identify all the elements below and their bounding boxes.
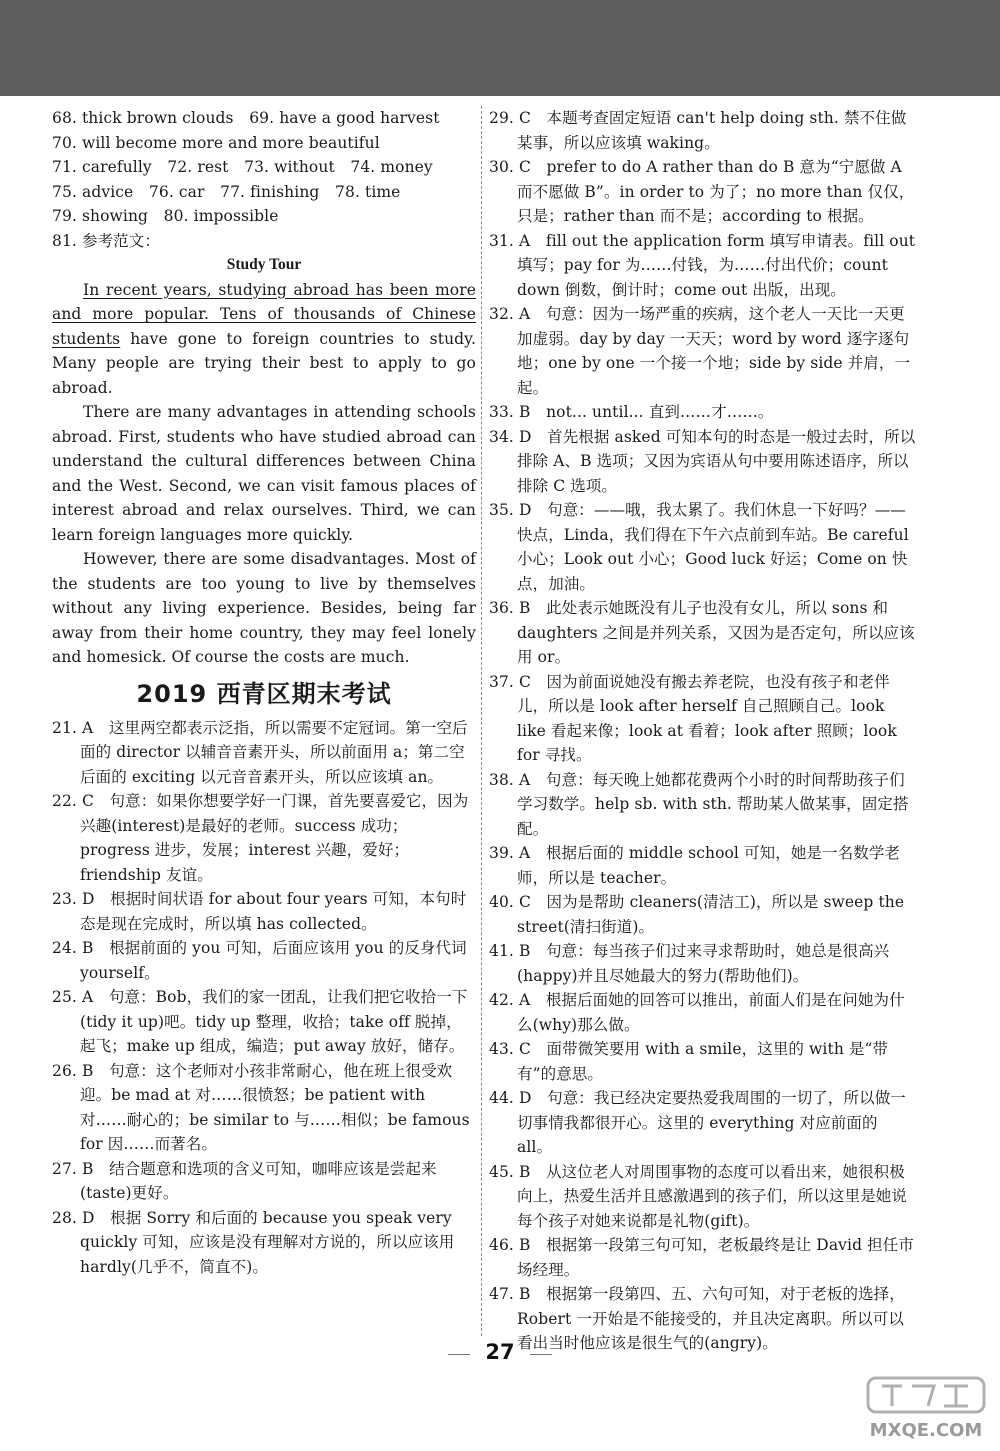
answer-25: 25. A 句意：Bob，我们的家一团乱，让我们把它收拾一下(tidy it up)吧。tidy up 整理，收拾；take off 脱掉，起飞；make up 组成，编造；put away 放好，储存。	[52, 988, 468, 1055]
answer-46: 46. B 根据第一段第三句可知，老板最终是让 David 担任市场经理。	[489, 1236, 914, 1279]
answer-31: 31. A fill out the application form 填写申请表。fill out 填写；pay for 为……付钱，为……付出代价；count down 倒数，倒计时；come out 出版，出现。	[489, 231, 916, 299]
answer-24: 24. B 根据前面的 you 可知，后面应该用 you 的反身代词 yourself。	[52, 939, 467, 982]
essay-paragraph-2: There are many advantages in attending schools abroad. First, students who have studied abroad can understand the cultural differences between China and the West. Second, we can visit famous places of interest abroad and relax ourselves. Third, we can learn foreign languages more quickly.	[52, 403, 476, 544]
watermark-logo	[860, 1372, 992, 1446]
section-title: 2019 西青区期末考试	[136, 679, 392, 708]
answer-30: 30. C prefer to do A rather than do B 意为“宁愿做 A 而不愿做 B”。in order to 为了；no more than 仅仅，只是；rather than 而不是；according to 根据。	[489, 158, 915, 225]
column-divider	[481, 106, 482, 1336]
answer-38: 38. A 句意：每天晚上她都花费两个小时的时间帮助孩子们学习数学。help sb. with sth. 帮助某人做某事，固定搭配。	[489, 770, 909, 838]
answer-41: 41. B 句意：每当孩子们过来寻求帮助时，她总是很高兴(happy)并且尽她最大的努力(帮助他们)。	[489, 942, 890, 985]
essay-paragraph-3: However, there are some disadvantages. Most of the students are too young to live by themselves without any living experience. Besides, being far away from their home country, they may feel lonely and homesick. Of course the costs are much.	[52, 550, 476, 666]
answer-line-75: 75. advice 76. car 77. finishing 78. time	[52, 182, 401, 201]
page-footer	[0, 1340, 1000, 1364]
answer-45: 45. B 从这位老人对周围事物的态度可以看出来，她很积极向上，热爱生活并且感激遇到的孩子们，所以这里是她说每个孩子对她来说都是礼物(gift)。	[489, 1162, 908, 1230]
page-number-rule-left	[448, 1354, 470, 1355]
left-column	[52, 106, 476, 1279]
essay-title: Study Tour	[226, 256, 302, 273]
answer-26: 26. B 句意：这个老师对小孩非常耐心，他在班上很受欢迎。be mad at 对……很愤怒；be patient with 对……耐心的；be similar to 与……相似；be famous for 因……而著名。	[52, 1061, 470, 1153]
answer-42: 42. A 根据后面她的回答可以推出，前面人们是在问她为什么(why)那么做。	[489, 991, 905, 1034]
answer-line-68: 68. thick brown clouds 69. have a good harvest	[52, 109, 440, 127]
watermark-text: MXQE.COM	[869, 1420, 983, 1441]
answer-40: 40. C 因为是帮助 cleaners(清洁工)，所以是 sweep the street(清扫街道)。	[489, 893, 905, 936]
answer-23: 23. D 根据时间状语 for about four years 可知，本句时态是现在完成时，所以填 has collected。	[52, 890, 467, 933]
answer-28: 28. D 根据 Sorry 和后面的 because you speak very quickly 可知，应该是没有理解对方说的，所以应该用 hardly(几乎不，简直不)。	[52, 1208, 455, 1276]
essay-p1-rest: have gone to foreign countries to study. Many people are trying their best to apply to go abroad.	[52, 329, 476, 397]
answer-21: 21. A 这里两空都表示泛指，所以需要不定冠词。第一空后面的 director 以辅音音素开头，所以前面用 a；第二空后面的 exciting 以元音音素开头，所以应该填 an。	[52, 718, 468, 786]
answer-43: 43. C 面带微笑要用 with a smile，这里的 with 是“带有”的意思。	[489, 1040, 889, 1083]
answer-line-81: 81. 参考范文：	[52, 231, 160, 250]
answer-36: 36. B 此处表示她既没有儿子也没有女儿，所以 sons 和 daughters 之间是并列关系，又因为是否定句，所以应该用 or。	[489, 599, 915, 666]
top-gray-band	[0, 0, 1000, 96]
answer-33: 33. B not... until... 直到……才……。	[489, 403, 774, 421]
page-number-rule-right	[530, 1354, 552, 1355]
essay-paragraph-1	[52, 278, 476, 401]
answer-line-79: 79. showing 80. impossible	[52, 207, 279, 225]
answer-35: 35. D 句意：——哦，我太累了。我们休息一下好吗？——快点，Linda，我们得在下午六点前到车站。Be careful 小心；Look out 小心；Good luck 好运；Come on 快点，加油。	[489, 501, 909, 593]
answer-32: 32. A 句意：因为一场严重的疾病，这个老人一天比一天更加虚弱。day by day 一天天；word by word 逐字逐句地；one by one 一个接一个地；side by side 并肩，一起。	[489, 305, 911, 397]
essay-underlined-sentence: In recent years, studying abroad has been more and more popular. Tens of thousands of Chinese students	[52, 280, 476, 348]
answer-44: 44. D 句意：我已经决定要热爱我周围的一切了，所以做一切事情我都很开心。这里的 everything 对应前面的 all。	[489, 1089, 906, 1156]
answer-27: 27. B 结合题意和选项的含义可知，咖啡应该是尝起来(taste)更好。	[52, 1159, 437, 1202]
answer-47: 47. B 根据第一段第四、五、六句可知，对于老板的选择，Robert 一开始是不能接受的，并且决定离职。所以可以看出当时他应该是很生气的(angry)。	[489, 1285, 905, 1352]
answer-39: 39. A 根据后面的 middle school 可知，她是一名数学老师，所以是 teacher。	[489, 844, 901, 887]
right-column	[489, 106, 917, 1356]
answer-line-71: 71. carefully 72. rest 73. without 74. money	[52, 158, 433, 176]
answer-34: 34. D 首先根据 asked 可知本句的时态是一般过去时，所以排除 A、B 选项；又因为宾语从句中要用陈述语序，所以排除 C 选项。	[489, 427, 916, 495]
answer-37: 37. C 因为前面说她没有搬去养老院，也没有孩子和老伴儿，所以是 look after herself 自己照顾自己。look like 看起来像；look at 看着；look after 照顾；look for 寻找。	[489, 672, 897, 764]
answer-line-70: 70. will become more and more beautiful	[52, 133, 380, 152]
answer-logo-icon	[860, 1372, 992, 1446]
answer-29: 29. C 本题考查固定短语 can't help doing sth. 禁不住做某事，所以应该填 waking。	[489, 109, 907, 152]
page-number: 27	[485, 1340, 515, 1364]
answer-22: 22. C 句意：如果你想要学好一门课，首先要喜爱它，因为兴趣(interest)是最好的老师。success 成功；progress 进步，发展；interest 兴趣，爱好；friendship 友谊。	[52, 792, 469, 884]
